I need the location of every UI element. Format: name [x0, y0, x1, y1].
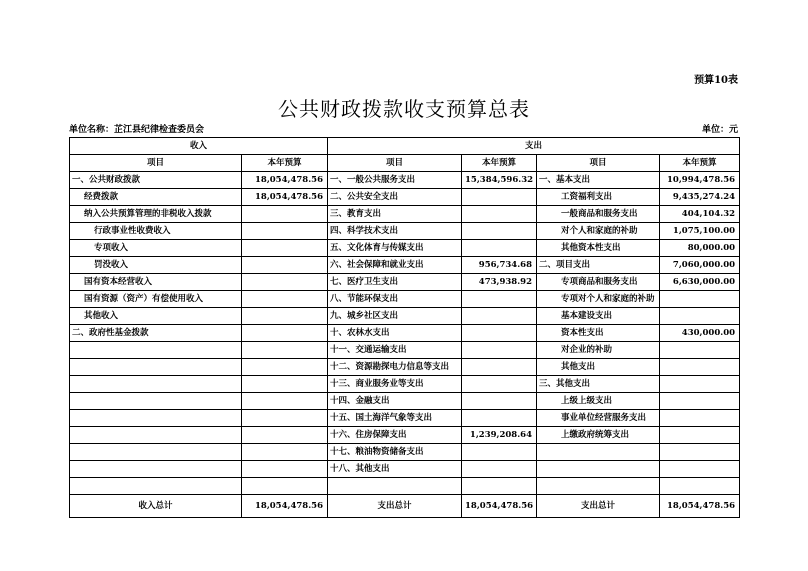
income-budget — [242, 223, 328, 240]
section-header-row — [70, 138, 740, 155]
table-row — [70, 393, 740, 410]
expense-function-budget — [462, 342, 537, 359]
expense-function-budget — [462, 359, 537, 376]
table-row — [70, 274, 740, 291]
table-row — [70, 291, 740, 308]
expense-economic-item: 其他资本性支出 — [537, 240, 660, 257]
expense-economic-item-header: 项目 — [537, 155, 660, 172]
income-item: 国有资源（资产）有偿使用收入 — [70, 291, 242, 308]
income-item: 专项收入 — [70, 240, 242, 257]
expense-economic-item — [537, 478, 660, 495]
table-row — [70, 308, 740, 325]
expense-economic-item: 上缴政府统筹支出 — [537, 427, 660, 444]
income-item: 二、政府性基金拨款 — [70, 325, 242, 342]
income-item: 纳入公共预算管理的非税收入拨款 — [70, 206, 242, 223]
table-row — [70, 461, 740, 478]
income-item — [70, 410, 242, 427]
expense-economic-budget — [660, 478, 740, 495]
income-item: 罚没收入 — [70, 257, 242, 274]
income-budget — [242, 257, 328, 274]
income-item: 国有资本经营收入 — [70, 274, 242, 291]
expense-function-budget: 15,384,596.32 — [462, 172, 537, 189]
expense-economic-item: 资本性支出 — [537, 325, 660, 342]
expense-function-item: 十四、金融支出 — [328, 393, 462, 410]
income-item: 其他收入 — [70, 308, 242, 325]
expense-economic-item: 对个人和家庭的补助 — [537, 223, 660, 240]
expense-function-item: 十三、商业服务业等支出 — [328, 376, 462, 393]
table-row — [70, 206, 740, 223]
income-item — [70, 444, 242, 461]
table-row — [70, 172, 740, 189]
expense-function-budget — [462, 325, 537, 342]
income-item: 一、公共财政拨款 — [70, 172, 242, 189]
income-budget — [242, 393, 328, 410]
income-item — [70, 393, 242, 410]
expense-economic-item: 专项商品和服务支出 — [537, 274, 660, 291]
expense-economic-budget: 1,075,100.00 — [660, 223, 740, 240]
expense-economic-item: 工资福利支出 — [537, 189, 660, 206]
income-item — [70, 376, 242, 393]
expense-economic-item — [537, 461, 660, 478]
income-budget — [242, 478, 328, 495]
table-row — [70, 410, 740, 427]
table-row — [70, 223, 740, 240]
expense-total-label: 支出总计 — [328, 495, 462, 518]
expense-function-budget — [462, 308, 537, 325]
expense-economic-budget: 430,000.00 — [660, 325, 740, 342]
income-item — [70, 427, 242, 444]
income-budget — [242, 342, 328, 359]
expense-economic-budget — [660, 291, 740, 308]
income-item — [70, 359, 242, 376]
expense-economic-budget — [660, 376, 740, 393]
expense-function-item: 九、城乡社区支出 — [328, 308, 462, 325]
expense-function-item: 十二、资源勘探电力信息等支出 — [328, 359, 462, 376]
column-header-row — [70, 155, 740, 172]
income-budget — [242, 376, 328, 393]
income-budget: 18,054,478.56 — [242, 189, 328, 206]
expense-function-budget-header: 本年预算 — [462, 155, 537, 172]
income-item — [70, 342, 242, 359]
expense-function-budget — [462, 444, 537, 461]
expense-function-item: 十五、国土海洋气象等支出 — [328, 410, 462, 427]
expense-economic-budget: 6,630,000.00 — [660, 274, 740, 291]
table-row — [70, 240, 740, 257]
table-row — [70, 444, 740, 461]
expense-economic-item — [537, 444, 660, 461]
expense-economic-budget — [660, 461, 740, 478]
income-item: 经费拨款 — [70, 189, 242, 206]
income-budget — [242, 325, 328, 342]
expense-economic-item: 对企业的补助 — [537, 342, 660, 359]
expense-function-budget — [462, 376, 537, 393]
document-code: 预算10表 — [694, 75, 738, 86]
expense-economic-budget: 80,000.00 — [660, 240, 740, 257]
expense-function-item: 二、公共安全支出 — [328, 189, 462, 206]
income-item — [70, 461, 242, 478]
expense-economic-budget-header: 本年预算 — [660, 155, 740, 172]
expense-economic-item: 专项对个人和家庭的补助 — [537, 291, 660, 308]
expense-function-budget: 956,734.68 — [462, 257, 537, 274]
expense-function-budget: 473,938.92 — [462, 274, 537, 291]
income-budget — [242, 240, 328, 257]
expense-economic-item: 一般商品和服务支出 — [537, 206, 660, 223]
income-budget — [242, 359, 328, 376]
currency-unit: 单位：元 — [701, 125, 738, 135]
expense-function-item: 七、医疗卫生支出 — [328, 274, 462, 291]
income-section-header: 收入 — [70, 138, 328, 155]
expense-function-item: 五、文化体育与传媒支出 — [328, 240, 462, 257]
expense-total-value-2: 18,054,478.56 — [660, 495, 740, 518]
table-row — [70, 325, 740, 342]
expense-function-budget: 1,239,208.64 — [462, 427, 537, 444]
expense-function-budget — [462, 478, 537, 495]
expense-function-budget — [462, 240, 537, 257]
expense-function-item: 四、科学技术支出 — [328, 223, 462, 240]
expense-economic-item: 事业单位经营服务支出 — [537, 410, 660, 427]
expense-function-item: 十七、粮油物资储备支出 — [328, 444, 462, 461]
budget-table — [69, 137, 740, 518]
expense-function-item — [328, 478, 462, 495]
expense-economic-budget — [660, 393, 740, 410]
expense-total-value: 18,054,478.56 — [462, 495, 537, 518]
expense-economic-item: 二、项目支出 — [537, 257, 660, 274]
expense-function-item: 六、社会保障和就业支出 — [328, 257, 462, 274]
expense-function-budget — [462, 461, 537, 478]
totals-row — [70, 495, 740, 518]
expense-economic-budget: 10,994,478.56 — [660, 172, 740, 189]
expense-function-item: 八、节能环保支出 — [328, 291, 462, 308]
expense-function-budget — [462, 206, 537, 223]
table-row — [70, 359, 740, 376]
expense-economic-item: 三、其他支出 — [537, 376, 660, 393]
expense-function-budget — [462, 410, 537, 427]
expense-economic-budget — [660, 444, 740, 461]
income-total-value: 18,054,478.56 — [242, 495, 328, 518]
expense-section-header: 支出 — [328, 138, 740, 155]
table-row — [70, 427, 740, 444]
expense-economic-budget — [660, 308, 740, 325]
expense-economic-item: 一、基本支出 — [537, 172, 660, 189]
income-budget — [242, 410, 328, 427]
income-budget — [242, 308, 328, 325]
table-row — [70, 257, 740, 274]
expense-function-item: 一、一般公共服务支出 — [328, 172, 462, 189]
income-budget — [242, 444, 328, 461]
table-row — [70, 342, 740, 359]
income-total-label: 收入总计 — [70, 495, 242, 518]
unit-name: 单位名称：芷江县纪律检查委员会 — [69, 125, 205, 135]
table-row — [70, 478, 740, 495]
income-budget — [242, 206, 328, 223]
expense-economic-item: 基本建设支出 — [537, 308, 660, 325]
expense-economic-budget — [660, 342, 740, 359]
table-row — [70, 189, 740, 206]
expense-function-item: 十、农林水支出 — [328, 325, 462, 342]
expense-economic-item: 上级上级支出 — [537, 393, 660, 410]
expense-economic-budget: 7,060,000.00 — [660, 257, 740, 274]
expense-function-budget — [462, 393, 537, 410]
table-row — [70, 376, 740, 393]
income-item — [70, 478, 242, 495]
income-item: 行政事业性收费收入 — [70, 223, 242, 240]
expense-economic-budget — [660, 427, 740, 444]
expense-function-item: 十一、交通运输支出 — [328, 342, 462, 359]
expense-economic-budget: 9,435,274.24 — [660, 189, 740, 206]
expense-total-label-2: 支出总计 — [537, 495, 660, 518]
income-budget — [242, 427, 328, 444]
expense-function-item-header: 项目 — [328, 155, 462, 172]
income-item-header: 项目 — [70, 155, 242, 172]
income-budget — [242, 461, 328, 478]
expense-function-item: 十六、住房保障支出 — [328, 427, 462, 444]
income-budget — [242, 291, 328, 308]
income-budget: 18,054,478.56 — [242, 172, 328, 189]
expense-function-budget — [462, 291, 537, 308]
expense-economic-budget — [660, 359, 740, 376]
expense-economic-item: 其他支出 — [537, 359, 660, 376]
expense-economic-budget: 404,104.32 — [660, 206, 740, 223]
income-budget-header: 本年预算 — [242, 155, 328, 172]
expense-function-budget — [462, 223, 537, 240]
expense-function-item: 三、教育支出 — [328, 206, 462, 223]
expense-function-budget — [462, 189, 537, 206]
income-budget — [242, 274, 328, 291]
expense-function-item: 十八、其他支出 — [328, 461, 462, 478]
expense-economic-budget — [660, 410, 740, 427]
page-title: 公共财政拨款收支预算总表 — [278, 97, 530, 121]
